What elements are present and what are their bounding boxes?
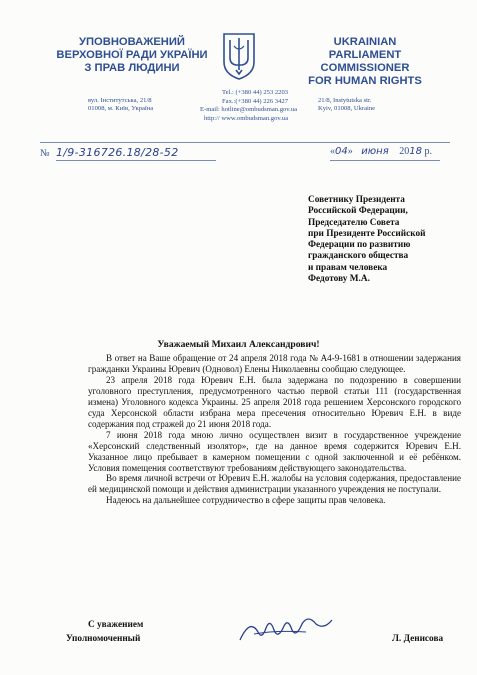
contact-phone: Tel.: (+380 44) 253 2203 bbox=[222, 89, 289, 96]
registration-date-underline bbox=[330, 160, 440, 161]
contact-email: E-mail: hotline@ombudsman.gov.ua bbox=[200, 106, 298, 114]
address-line: вул. Інститутська, 21/8 bbox=[88, 97, 152, 104]
addressee-line: Российской Федерации, bbox=[308, 206, 408, 217]
body-paragraph: 7 июня 2018 года мною лично осуществлен визит в государственное учреждение «Херсонский следственный изолятор», где на данное время содержится Юревич Е.Н. Указанное лицо пребывает в камерном помещении с одной заключенной и её ребёнком. Условия помещения соответствуют требованиям действующего законодательства. bbox=[88, 429, 461, 473]
date-open-quote: « bbox=[330, 146, 335, 157]
letterhead-right-line: UKRAINIAN bbox=[333, 36, 397, 48]
addressee-line: Председателю Совета bbox=[308, 217, 400, 228]
body-paragraph: Во время личной встречи от Юревич Е.Н. жалобы на условия содержания, предоставление ей медицинской помощи и действия администрации указанного учреждения не поступали. bbox=[88, 473, 461, 495]
contact-fax: Fax.:(+380 44) 226 3427 bbox=[222, 97, 288, 105]
body-paragraph: 23 апреля 2018 года Юревич Е.Н. была задержана по подозрению в совершении уголовного преступления, предусмотренного частью первой статьи 111 (государственная измена) Уголовного кодекса Украины. 25 апреля 2018 года решением Херсонского городского суда Херсонской области избрана мера пресечения относительно Юревич Е.Н. в виде содержания под стражей до 21 июня 2018 года. bbox=[88, 374, 461, 429]
addressee-block bbox=[308, 195, 458, 285]
addressee-line: гражданского общества bbox=[308, 251, 409, 262]
date-year-suffix: 18 bbox=[409, 146, 422, 157]
contact-website: http:// www.ombudsman.gov.ua bbox=[204, 114, 289, 122]
addressee-line: и правам человека bbox=[308, 262, 388, 273]
signer-name: Л. Денисова bbox=[392, 634, 444, 644]
address-english bbox=[318, 97, 438, 113]
closing-title: Уполномоченный bbox=[66, 634, 141, 644]
registration-number: 1/9-316726.18/28-52 bbox=[56, 146, 179, 159]
letterhead-left-title bbox=[52, 36, 212, 75]
letterhead-divider bbox=[40, 142, 450, 143]
registration-number-label: № bbox=[40, 148, 50, 159]
letterhead-left-line: З ПРАВ ЛЮДИНИ bbox=[84, 62, 180, 74]
registration-number-underline bbox=[56, 160, 216, 161]
date-day: 04 bbox=[335, 146, 348, 157]
handwritten-signature bbox=[236, 610, 336, 646]
date-year-prefix: 20 bbox=[399, 146, 410, 157]
addressee-line: Федерации по развитию bbox=[308, 240, 411, 251]
coat-of-arms-icon bbox=[222, 32, 256, 80]
letter-body bbox=[88, 353, 461, 506]
addressee-line: Советнику Президента bbox=[308, 195, 405, 205]
date-close-quote: » bbox=[347, 146, 353, 157]
letterhead-left-line: УПОВНОВАЖЕНИЙ bbox=[79, 36, 185, 48]
letterhead-right-line: FOR HUMAN RIGHTS bbox=[308, 75, 422, 87]
closing-regards: С уважением bbox=[88, 620, 144, 630]
registration-date bbox=[330, 146, 432, 157]
address-line: 01008, м. Київ, Україна bbox=[88, 105, 154, 112]
address-line: 21/8, Instytutska str. bbox=[318, 97, 372, 104]
body-paragraph: В ответ на Ваше обращение от 24 апреля 2018 года № А4-9-1681 в отношении задержания гражданки Украины Юревич (Одновол) Елены Николаевны сообщаю следующее. bbox=[88, 353, 461, 374]
body-paragraph: Надеюсь на дальнейшее сотрудничество в сфере защиты прав человека. bbox=[106, 495, 386, 506]
date-year-unit: р. bbox=[424, 146, 432, 157]
date-month: июня bbox=[361, 146, 389, 157]
salutation: Уважаемый Михаил Александрович! bbox=[157, 339, 320, 350]
letterhead-right-line: PARLIAMENT COMMISSIONER bbox=[320, 49, 410, 74]
contact-block bbox=[200, 89, 330, 123]
letterhead-left-line: ВЕРХОВНОЇ РАДИ УКРАЇНИ bbox=[56, 49, 208, 61]
addressee-line: Федотову М.А. bbox=[308, 274, 370, 285]
address-line: Kyiv, 01008, Ukraine bbox=[318, 105, 376, 112]
letterhead-right-title bbox=[290, 36, 440, 88]
addressee-line: при Президенте Российской bbox=[308, 228, 426, 239]
